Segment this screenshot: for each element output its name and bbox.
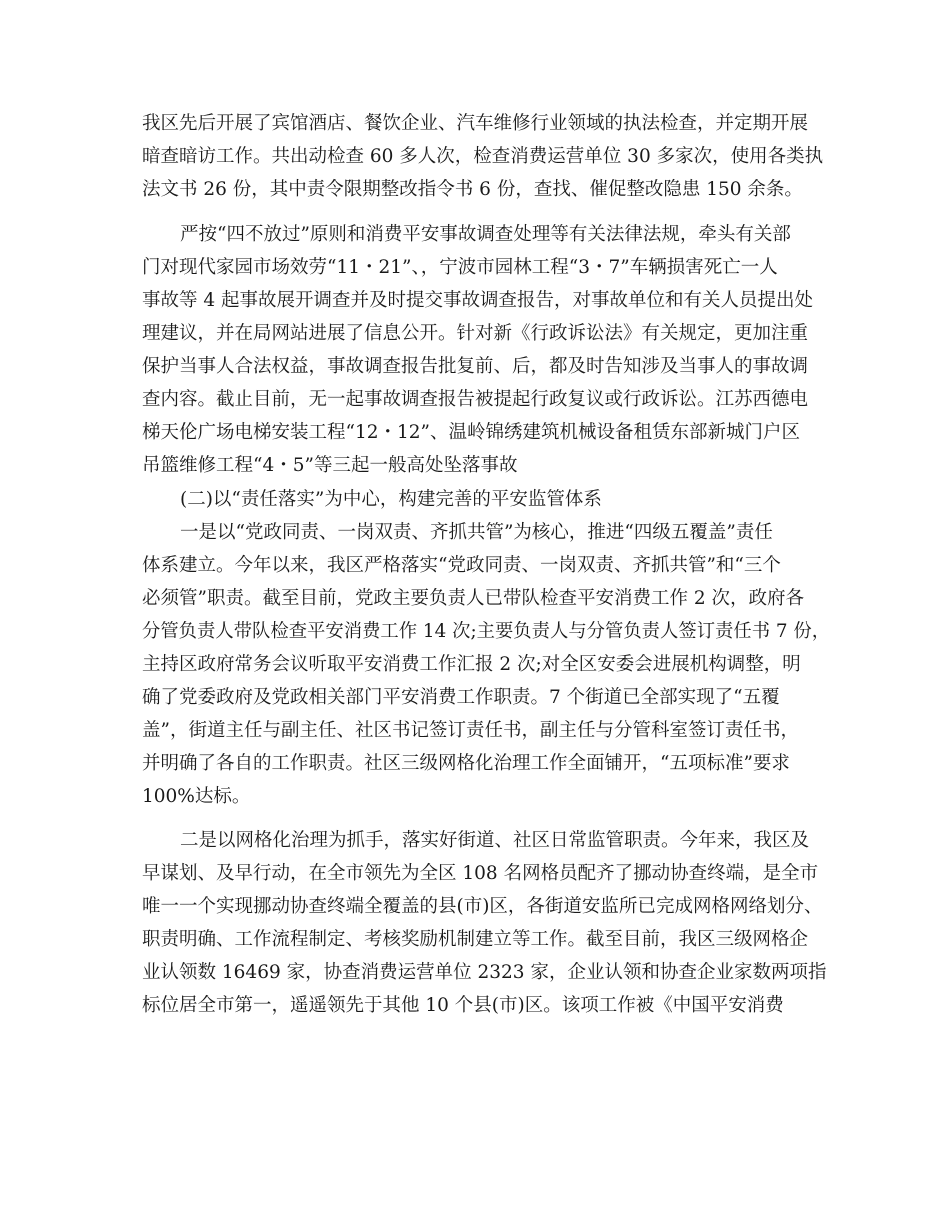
text-line: 必须管”职责。截至目前，党政主要负责人已带队检查平安消费工作 2 次，政府各 [142,588,804,609]
text-line: 保护当事人合法权益，事故调查报告批复前、后，都及时告知涉及当事人的事故调 [142,356,809,377]
text-line: 体系建立。今年以来，我区严格落实“党政同责、一岗双责、齐抓共管”和“三个 [142,555,781,576]
text-line: 事故等 4 起事故展开调查并及时提交事故调查报告，对事故单位和有关人员提出处 [142,290,814,311]
text-line: 法文书 26 份，其中责令限期整改指令书 6 份，查找、催促整改隐患 150 余条。 [142,179,803,200]
text-line: 唯一一个实现挪动协查终端全覆盖的县(市)区，各街道安监所已完成网格网络划分、 [142,896,823,917]
text-line: 梯天伦广场电梯安装工程“12・12”、温岭锦绣建筑机械设备租赁东部新城门户区 [142,422,800,443]
paragraph-first-line: 严按“四不放过”原则和消费平安事故调查处理等有关法律法规，牵头有关部 [180,224,791,245]
text-line: 职责明确、工作流程制定、考核奖励机制建立等工作。截至目前，我区三级网格企 [142,929,809,950]
text-line: 业认领数 16469 家，协查消费运营单位 2323 家，企业认领和协查企业家数两项指 [142,962,827,983]
text-line: 主持区政府常务会议听取平安消费工作汇报 2 次;对全区安委会进展机构调整，明 [142,654,801,675]
text-line: 早谋划、及早行动，在全市领先为全区 108 名网格员配齐了挪动协查终端，是全市 [142,863,819,884]
text-line: 100%达标。 [142,786,251,807]
text-line: 标位居全市第一，遥遥领先于其他 10 个县(市)区。该项工作被《中国平安消费 [142,995,784,1016]
section-heading: (二)以“责任落实”为中心，构建完善的平安监管体系 [180,489,602,510]
paragraph-first-line: 一是以“党政同责、一岗双责、齐抓共管”为核心，推进“四级五覆盖”责任 [180,522,773,543]
text-line: 暗查暗访工作。共出动检查 60 多人次，检查消费运营单位 30 多家次，使用各类执 [142,146,824,167]
text-line: 确了党委政府及党政相关部门平安消费工作职责。7 个街道已全部实现了“五覆 [142,687,780,708]
text-line: 分管负责人带队检查平安消费工作 14 次;主要负责人与分管负责人签订责任书 7 份， [142,621,831,642]
text-line: 盖”，街道主任与副主任、社区书记签订责任书，副主任与分管科室签订责任书， [142,720,799,741]
text-line: 查内容。截止目前，无一起事故调查报告被提起行政复议或行政诉讼。江苏西德电 [142,389,809,410]
text-line: 门对现代家园市场效劳“11・21”、，宁波市园林工程“3・7”车辆损害死亡一人 [142,257,778,278]
text-line: 吊篮维修工程“4・5”等三起一般高处坠落事故 [142,455,518,476]
text-line: 理建议，并在局网站进展了信息公开。针对新《行政诉讼法》有关规定，更加注重 [142,323,809,344]
paragraph-first-line: 二是以网格化治理为抓手，落实好街道、社区日常监管职责。今年来，我区及 [180,830,810,851]
text-line: 我区先后开展了宾馆酒店、餐饮企业、汽车维修行业领域的执法检查，并定期开展 [142,113,809,134]
text-line: 并明确了各自的工作职责。社区三级网格化治理工作全面铺开，“五项标准”要求 [142,753,790,774]
